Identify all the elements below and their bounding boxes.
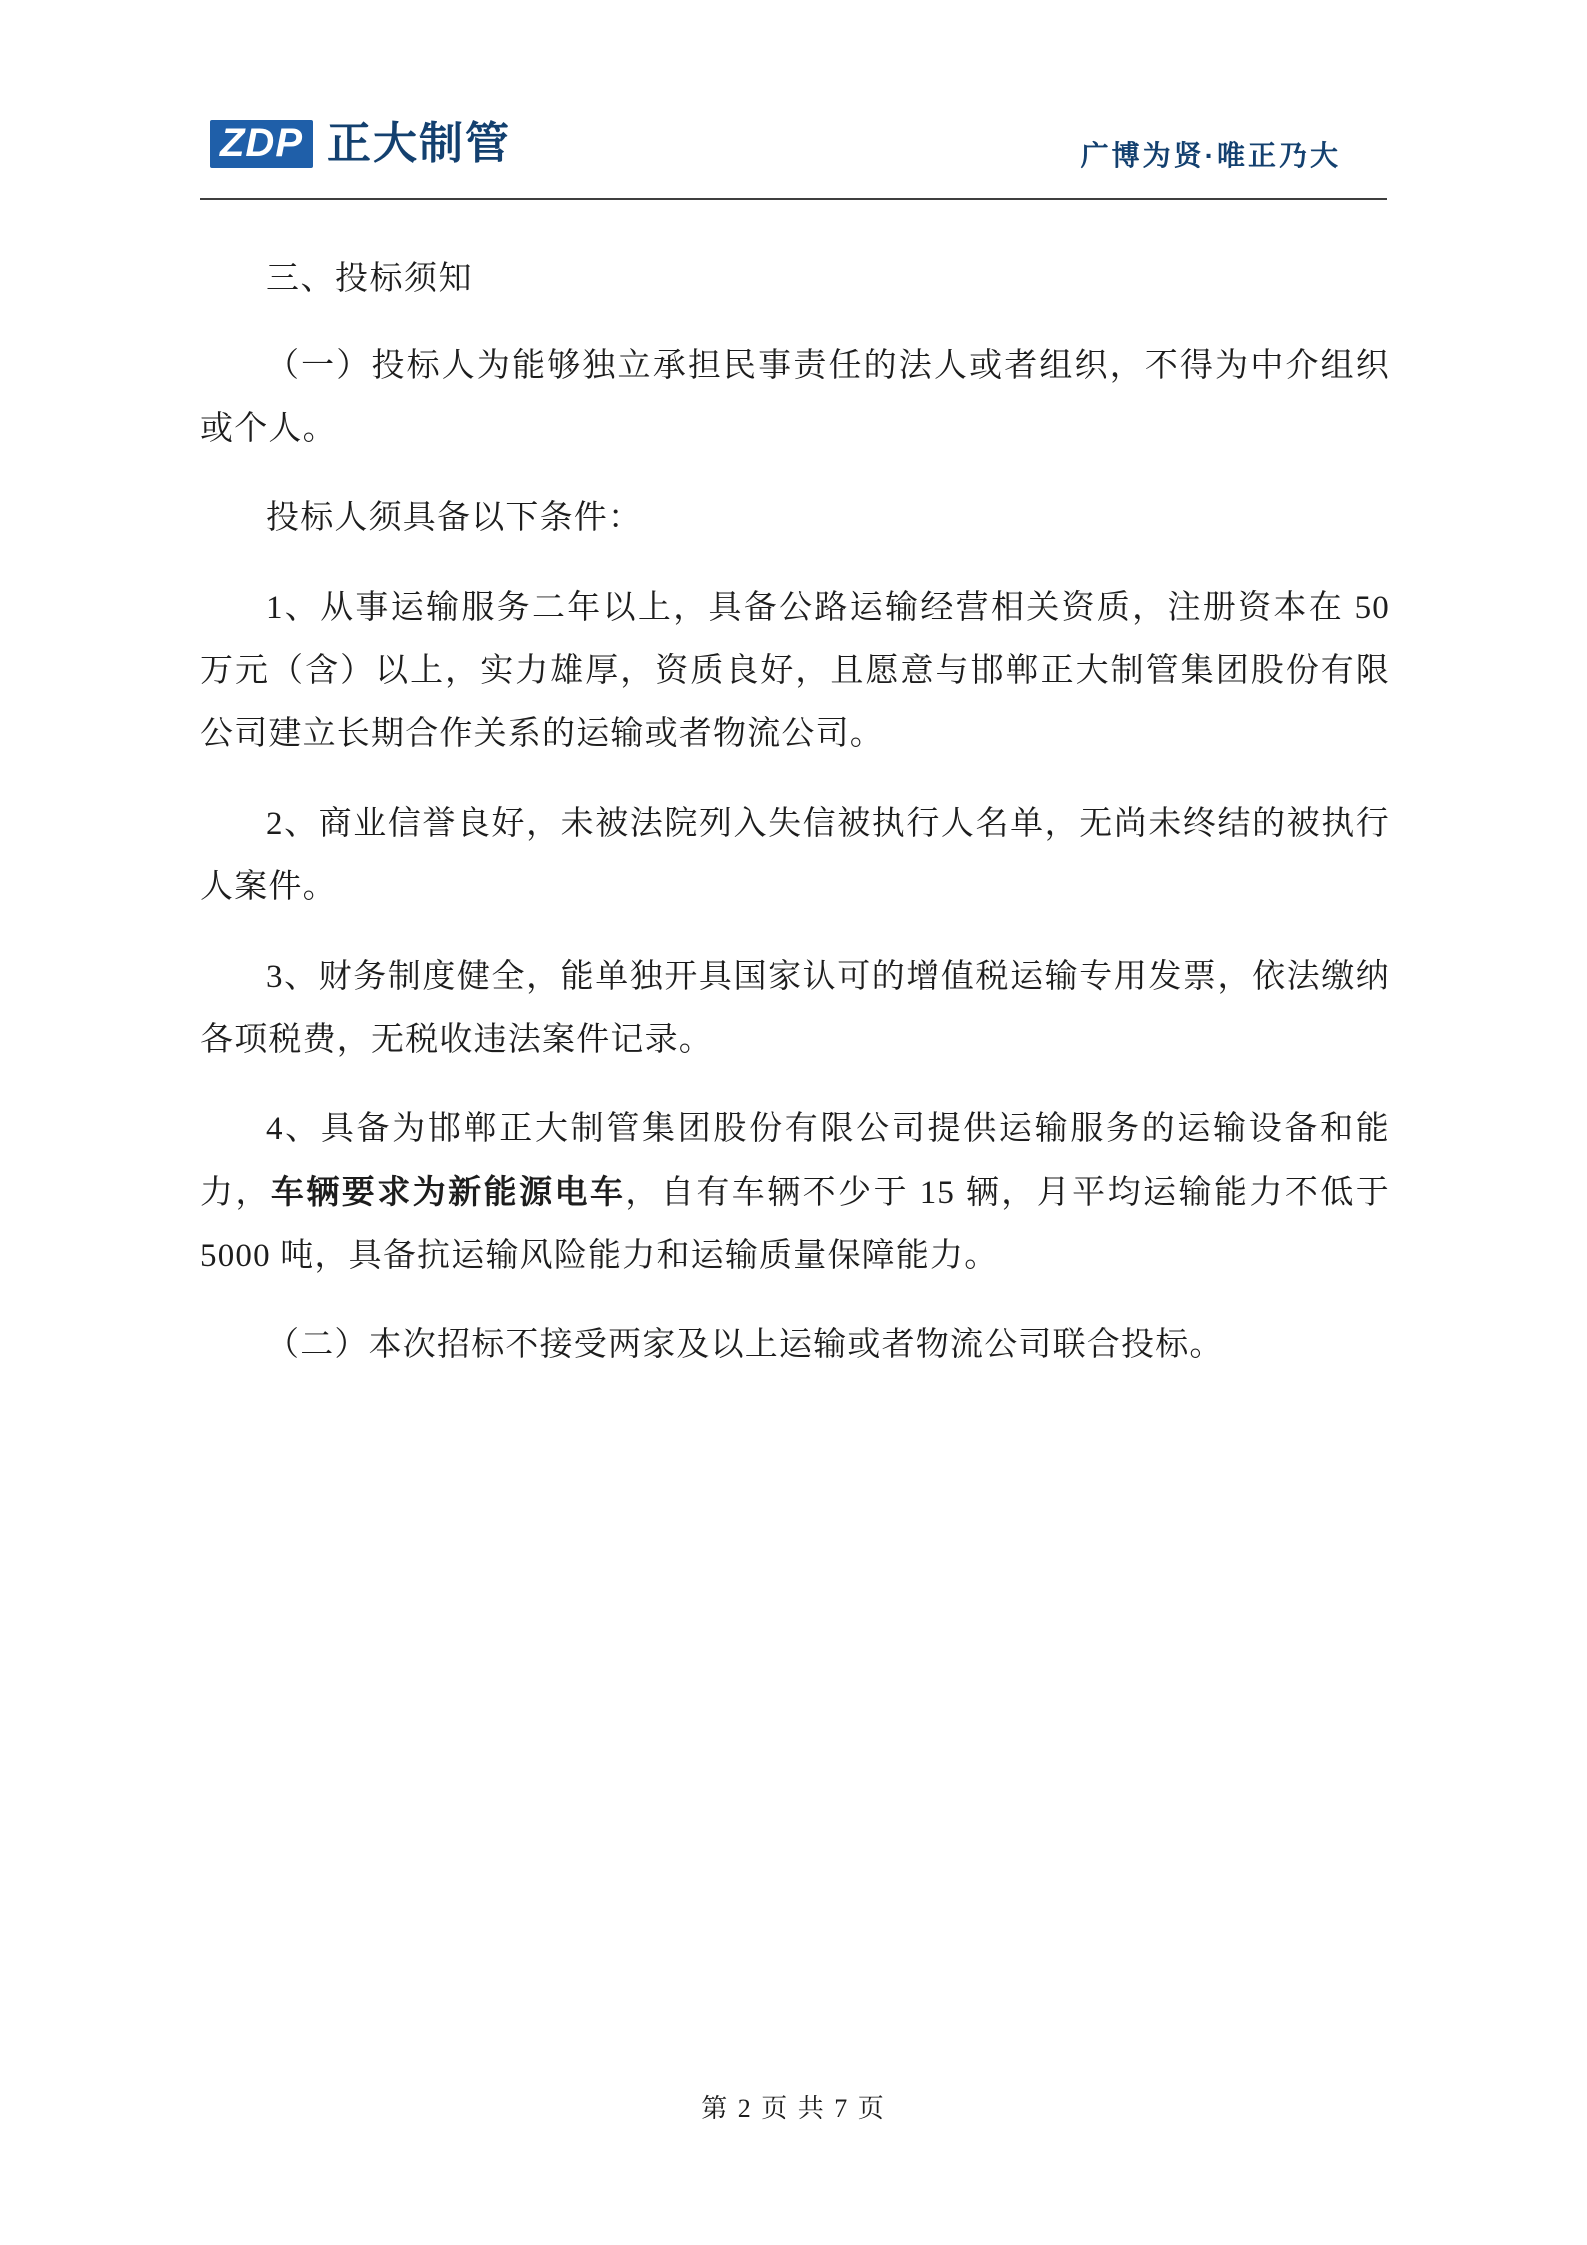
document-body bbox=[200, 248, 1390, 1404]
paragraph-2: 投标人须具备以下条件： bbox=[266, 500, 643, 537]
paragraph-item-2: 2、商业信誉良好，未被法院列入失信被执行人名单，无尚未终结的被执行人案件。 bbox=[200, 805, 1390, 906]
zdp-logo-mark: ZDP bbox=[210, 120, 313, 168]
paragraph-item-3: 3、财务制度健全，能单独开具国家认可的增值税运输专用发票，依法缴纳各项税费，无税收违法案件记录。 bbox=[200, 958, 1390, 1058]
paragraph-3: （二）本次招标不接受两家及以上运输或者物流公司联合投标。 bbox=[266, 1327, 1224, 1364]
item4-text-emphasis: 车辆要求为新能源电车 bbox=[270, 1174, 626, 1211]
page-header bbox=[200, 120, 1387, 200]
company-name: 正大制管 bbox=[327, 119, 511, 168]
paragraph-1: （一）投标人为能够独立承担民事责任的法人或者组织，不得为中介组织或个人。 bbox=[200, 347, 1390, 448]
company-logo bbox=[200, 120, 511, 168]
item4-text-before: 4、具备为邯郸正大制管集团股份有限公司提供运输服务的运输设备和能力， bbox=[200, 1111, 1390, 1211]
page-footer: 第 2 页 共 7 页 bbox=[701, 2094, 886, 2123]
paragraph-item-4 bbox=[200, 1098, 1390, 1288]
paragraph-item-1: 1、从事运输服务二年以上，具备公路运输经营相关资质，注册资本在 50 万元（含）以上，实力雄厚，资质良好，且愿意与邯郸正大制管集团股份有限公司建立长期合作关系的运输或者物流公司。 bbox=[200, 589, 1390, 753]
item4-text-after: ，自有车辆不少于 15 辆，月平均运输能力不低于 5000 吨，具备抗运输风险能力和运输质量保障能力。 bbox=[200, 1174, 1390, 1274]
section-heading: 三、投标须知 bbox=[266, 261, 473, 297]
company-slogan: 广博为贤·唯正乃大 bbox=[1080, 140, 1341, 171]
